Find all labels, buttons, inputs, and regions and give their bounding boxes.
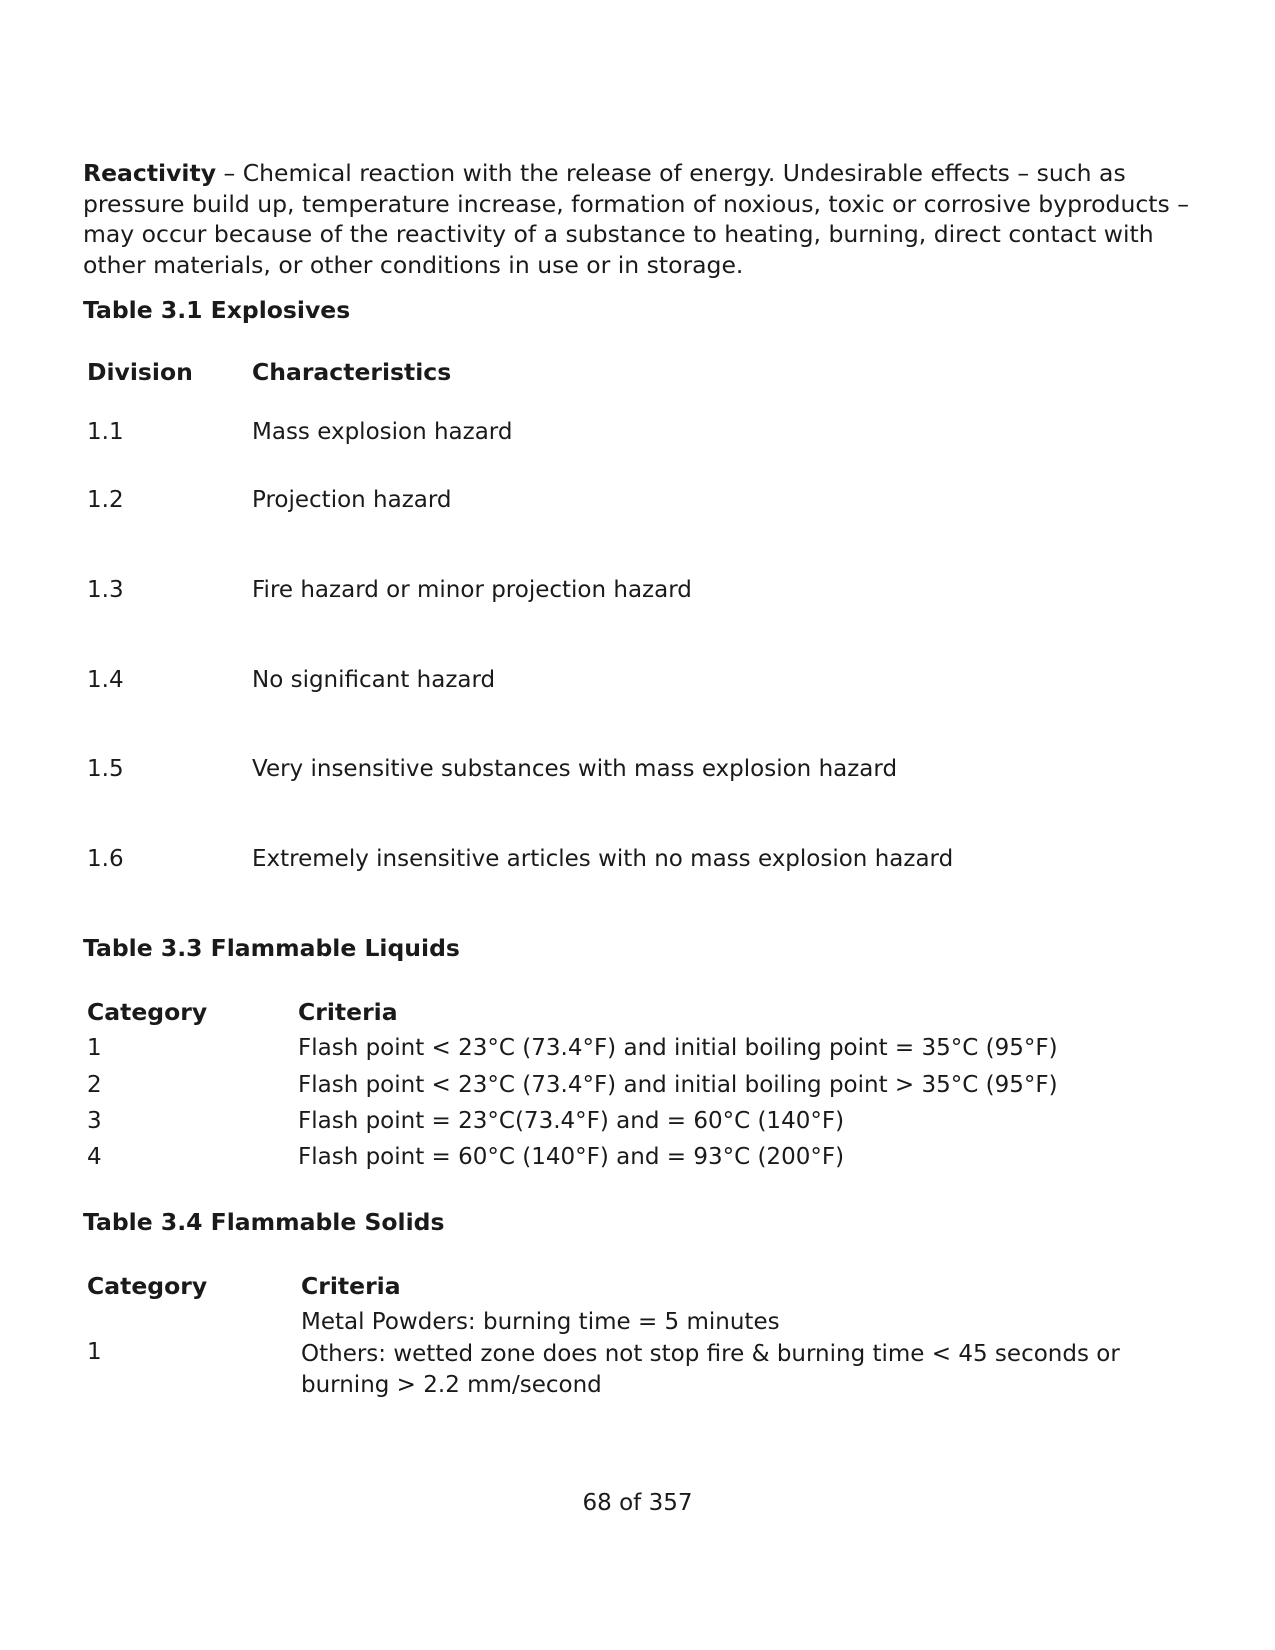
table-3-1-header-division: Division xyxy=(87,358,193,386)
table-3-1-division: 1.6 xyxy=(87,846,124,872)
table-3-1-characteristic: Mass explosion hazard xyxy=(252,419,513,445)
table-3-1-characteristic: Extremely insensitive articles with no mass explosion hazard xyxy=(252,846,954,872)
table-3-3-category: 3 xyxy=(87,1108,102,1134)
table-3-3-criteria: Flash point = 60°C (140°F) and = 93°C (200°F) xyxy=(298,1144,845,1170)
table-3-1-title: Table 3.1 Explosives xyxy=(83,296,351,324)
table-3-3-title: Table 3.3 Flammable Liquids xyxy=(83,934,460,962)
table-3-1-division: 1.1 xyxy=(87,419,124,445)
table-3-1-division: 1.3 xyxy=(87,577,124,603)
table-3-3-criteria: Flash point = 23°C(73.4°F) and = 60°C (140°F) xyxy=(298,1108,845,1134)
table-3-1-characteristic: Fire hazard or minor projection hazard xyxy=(252,577,692,603)
reactivity-definition: – Chemical reaction with the release of energy. Undesirable effects – such as pressure build up, temperature increase, formation of noxious, toxic or corrosive byproducts – may occur because of the reactivity of a substance to heating, burning, direct contact with other materials, or other conditions in use or in storage. xyxy=(83,159,1189,279)
table-3-4-header-category: Category xyxy=(87,1272,208,1300)
table-3-4-category: 1 xyxy=(87,1339,102,1365)
table-3-3-category: 2 xyxy=(87,1072,102,1098)
table-3-3-header-category: Category xyxy=(87,998,208,1026)
table-3-1-header-characteristics: Characteristics xyxy=(252,358,452,386)
table-3-1-characteristic: Projection hazard xyxy=(252,487,452,513)
table-3-4-criteria-others: Others: wetted zone does not stop fire & burning time < 45 seconds or burning > 2.2 mm/second xyxy=(301,1341,1120,1398)
reactivity-paragraph xyxy=(83,158,1203,280)
table-3-3-category: 4 xyxy=(87,1144,102,1170)
reactivity-term: Reactivity xyxy=(83,159,217,187)
table-3-4-header-criteria: Criteria xyxy=(301,1272,401,1300)
table-3-1-division: 1.2 xyxy=(87,487,124,513)
table-3-3-category: 1 xyxy=(87,1035,102,1061)
table-3-3-criteria: Flash point < 23°C (73.4°F) and initial boiling point > 35°C (95°F) xyxy=(298,1072,1058,1098)
table-3-1-division: 1.5 xyxy=(87,756,124,782)
table-3-3-header-criteria: Criteria xyxy=(298,998,398,1026)
page-number: 68 of 357 xyxy=(582,1490,693,1516)
table-3-1-characteristic: No significant hazard xyxy=(252,667,496,693)
table-3-3-criteria: Flash point < 23°C (73.4°F) and initial boiling point = 35°C (95°F) xyxy=(298,1035,1058,1061)
table-3-1-characteristic: Very insensitive substances with mass explosion hazard xyxy=(252,756,898,782)
table-3-1-division: 1.4 xyxy=(87,667,124,693)
table-3-4-criteria-metal-powders: Metal Powders: burning time = 5 minutes xyxy=(301,1309,780,1335)
table-3-4-title: Table 3.4 Flammable Solids xyxy=(83,1208,445,1236)
